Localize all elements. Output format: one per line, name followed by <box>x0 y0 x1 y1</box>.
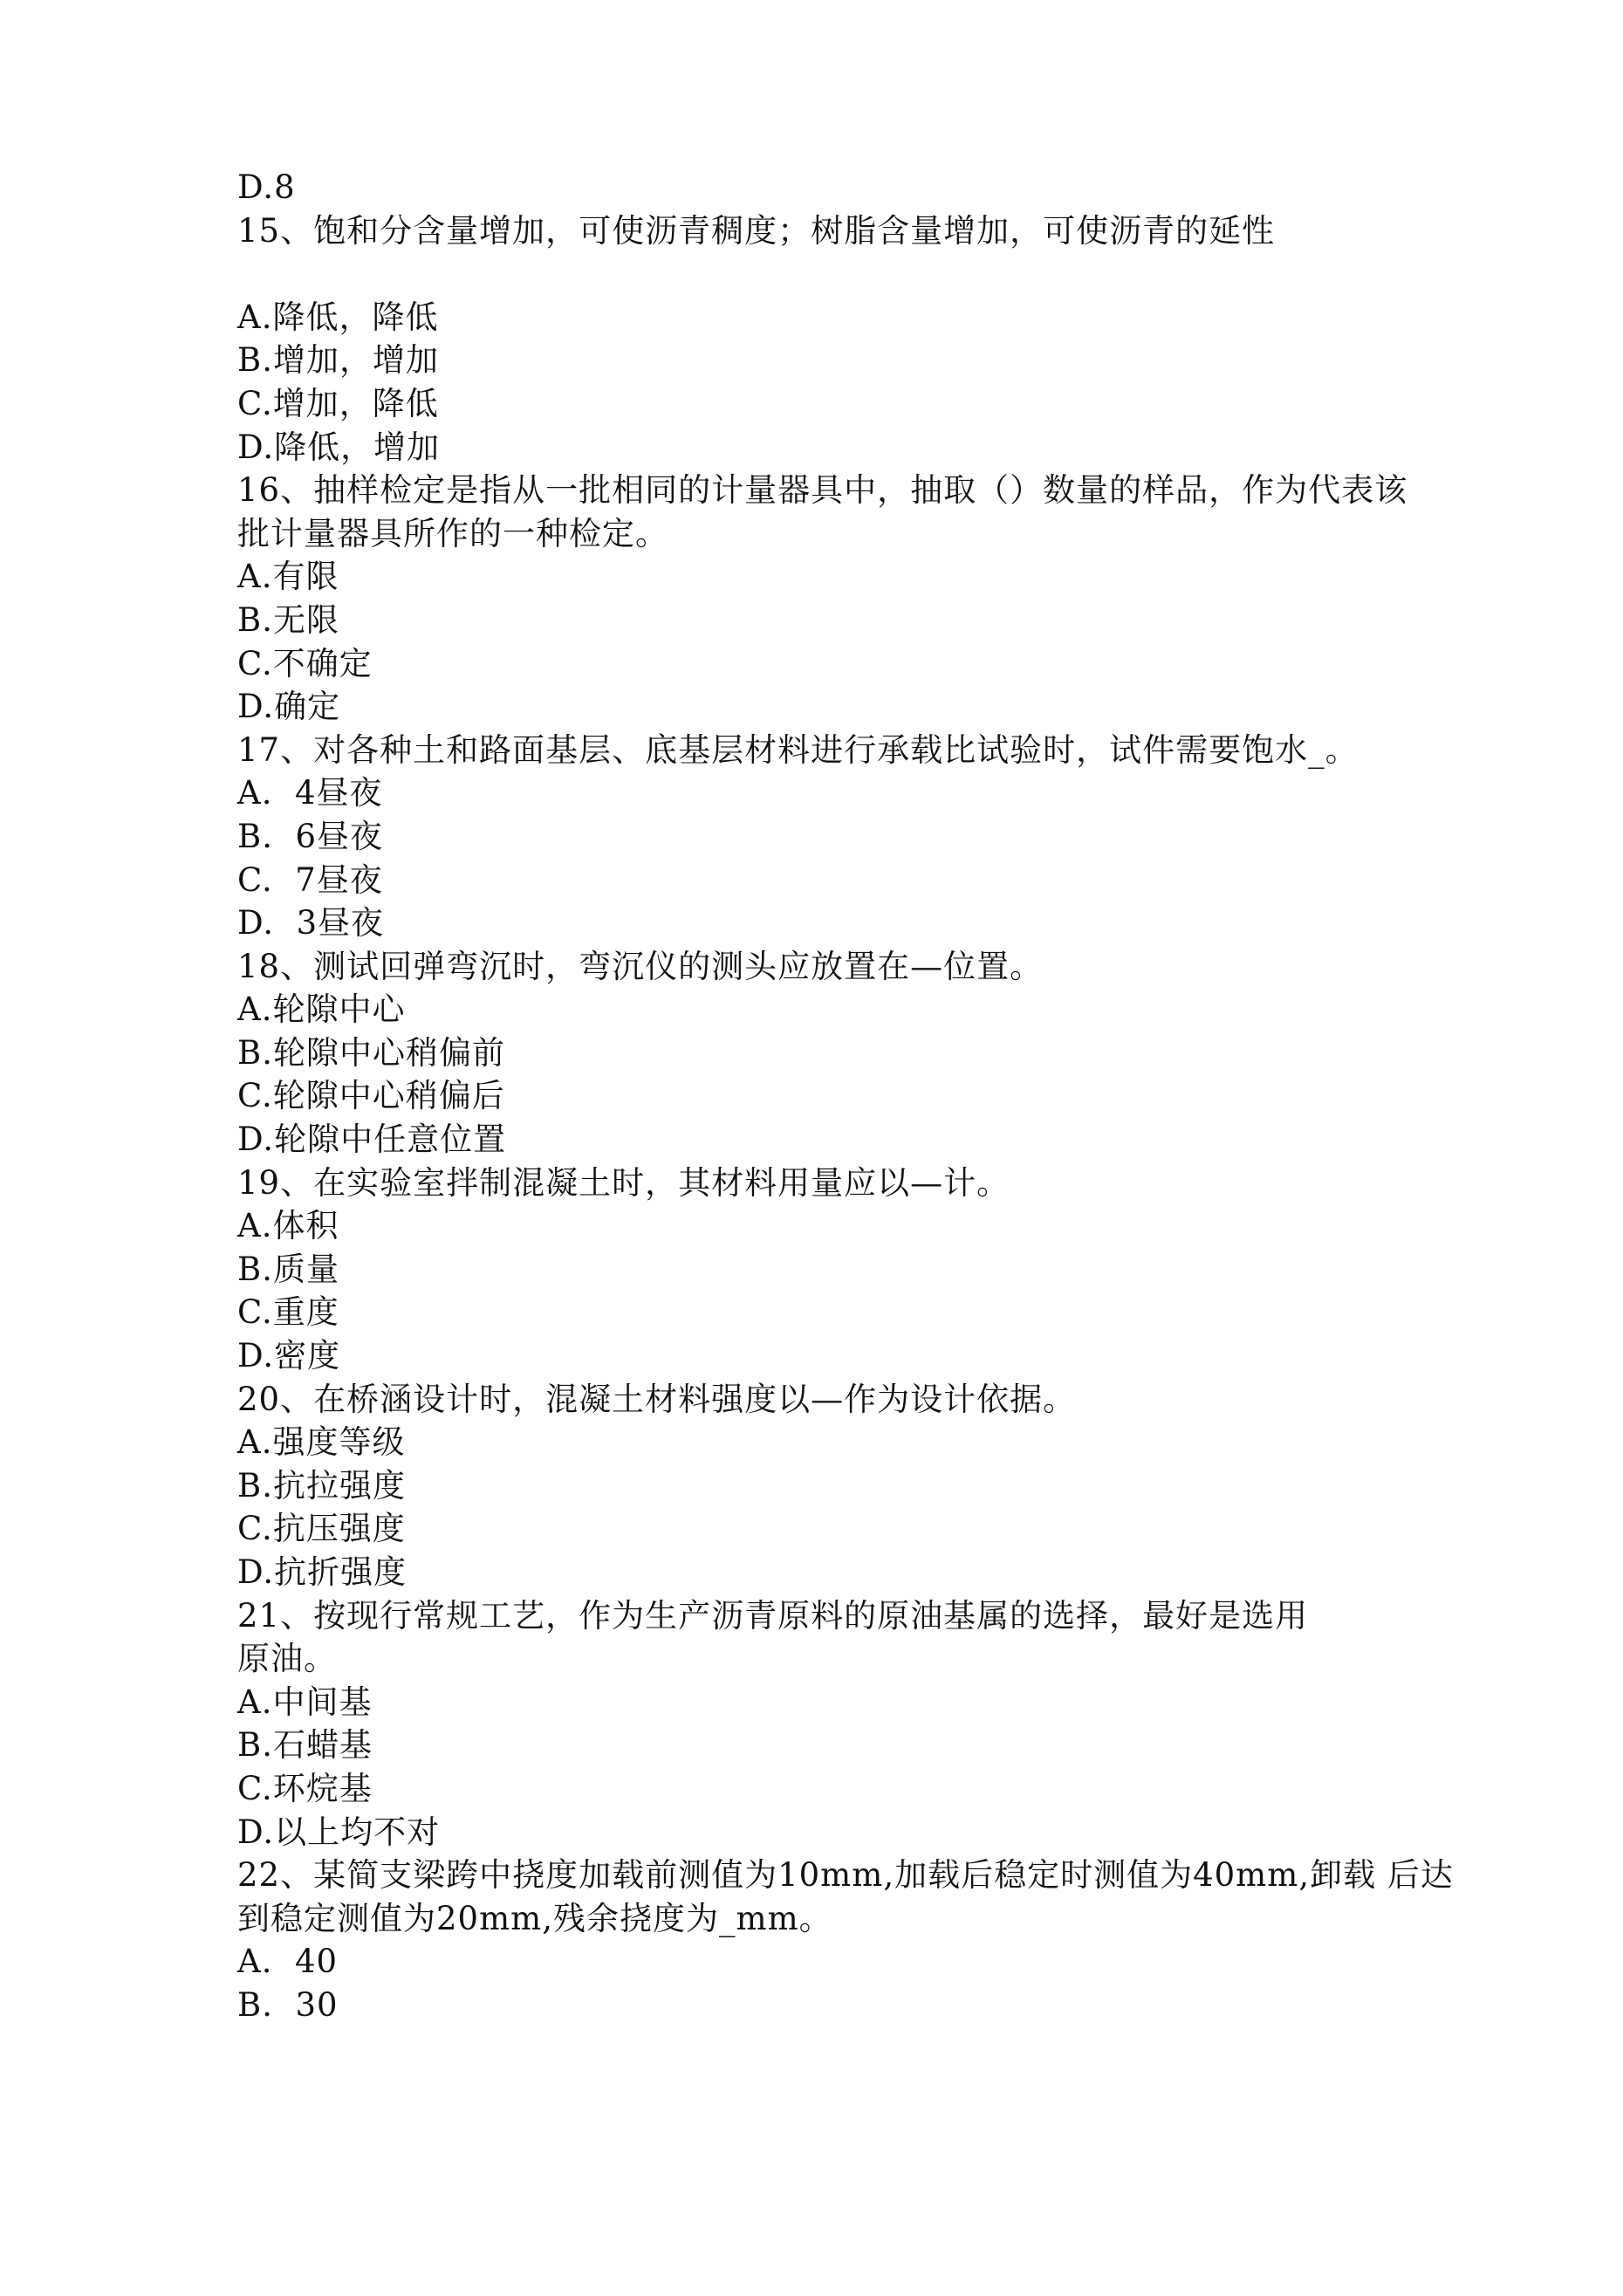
option-line: B. 6昼夜 <box>237 817 384 855</box>
blank-line <box>237 252 1398 296</box>
question-line: 17、对各种土和路面基层、底基层材料进行承载比试验时，试件需要饱水_。 <box>237 730 1359 769</box>
option-line: C.抗压强度 <box>237 1510 406 1548</box>
option-line: A.轮隙中心 <box>237 990 406 1029</box>
option-line: C. 7昼夜 <box>237 860 383 899</box>
option-line: B.质量 <box>237 1250 339 1288</box>
option-line: A.强度等级 <box>237 1423 406 1462</box>
option-line: C.环烷基 <box>237 1769 373 1807</box>
option-line: B. 30 <box>237 1985 339 2024</box>
question-line: 22、某简支梁跨中挠度加载前测值为10mm,加载后稳定时测值为40mm,卸载 后达 <box>237 1856 1454 1895</box>
option-line: D.8 <box>237 168 296 206</box>
document-body <box>237 166 1454 2027</box>
option-line: B.轮隙中心稍偏前 <box>237 1033 505 1072</box>
option-line: B.增加，增加 <box>237 341 439 380</box>
option-line: A.中间基 <box>237 1683 373 1721</box>
option-line: A. 4昼夜 <box>237 774 383 812</box>
question-line: 21、按现行常规工艺，作为生产沥青原料的原油基属的选择，最好是选用 <box>237 1596 1309 1635</box>
option-line: D.抗折强度 <box>237 1553 407 1591</box>
question-line: 批计量器具所作的一种检定。 <box>237 514 668 552</box>
option-line: D.确定 <box>237 688 341 726</box>
option-line: D.轮隙中任意位置 <box>237 1121 507 1159</box>
option-line: A.降低，降低 <box>237 298 439 336</box>
option-line: D.以上均不对 <box>237 1813 441 1851</box>
question-line: 20、在桥涵设计时，混凝土材料强度以—作为设计依据。 <box>237 1380 1077 1418</box>
option-line: D.降低，增加 <box>237 428 441 466</box>
option-line: B.石蜡基 <box>237 1726 373 1765</box>
option-line: A. 40 <box>237 1943 339 1981</box>
question-line: 16、抽样检定是指从一批相同的计量器具中，抽取（）数量的样品，作为代表该 <box>237 471 1408 510</box>
question-line: 18、测试回弹弯沉时，弯沉仪的测头应放置在—位置。 <box>237 947 1044 985</box>
option-line: A.有限 <box>237 558 339 596</box>
option-line: B.抗拉强度 <box>237 1466 406 1504</box>
question-line: 到稳定测值为20mm,残余挠度为_mm。 <box>237 1899 832 1937</box>
option-line: A.体积 <box>237 1207 339 1245</box>
option-line: C.重度 <box>237 1293 339 1332</box>
option-line: C.不确定 <box>237 644 373 682</box>
option-line: D. 3昼夜 <box>237 904 385 942</box>
option-line: D.密度 <box>237 1337 341 1375</box>
option-line: C.增加，降低 <box>237 384 439 422</box>
option-line: B.无限 <box>237 600 339 639</box>
question-line: 19、在实验室拌制混凝土时，其材料用量应以—计。 <box>237 1163 1010 1202</box>
question-line: 15、饱和分含量增加，可使沥青稠度；树脂含量增加，可使沥青的延性 <box>237 211 1276 250</box>
option-line: C.轮隙中心稍偏后 <box>237 1077 505 1115</box>
question-line: 原油。 <box>237 1640 337 1678</box>
